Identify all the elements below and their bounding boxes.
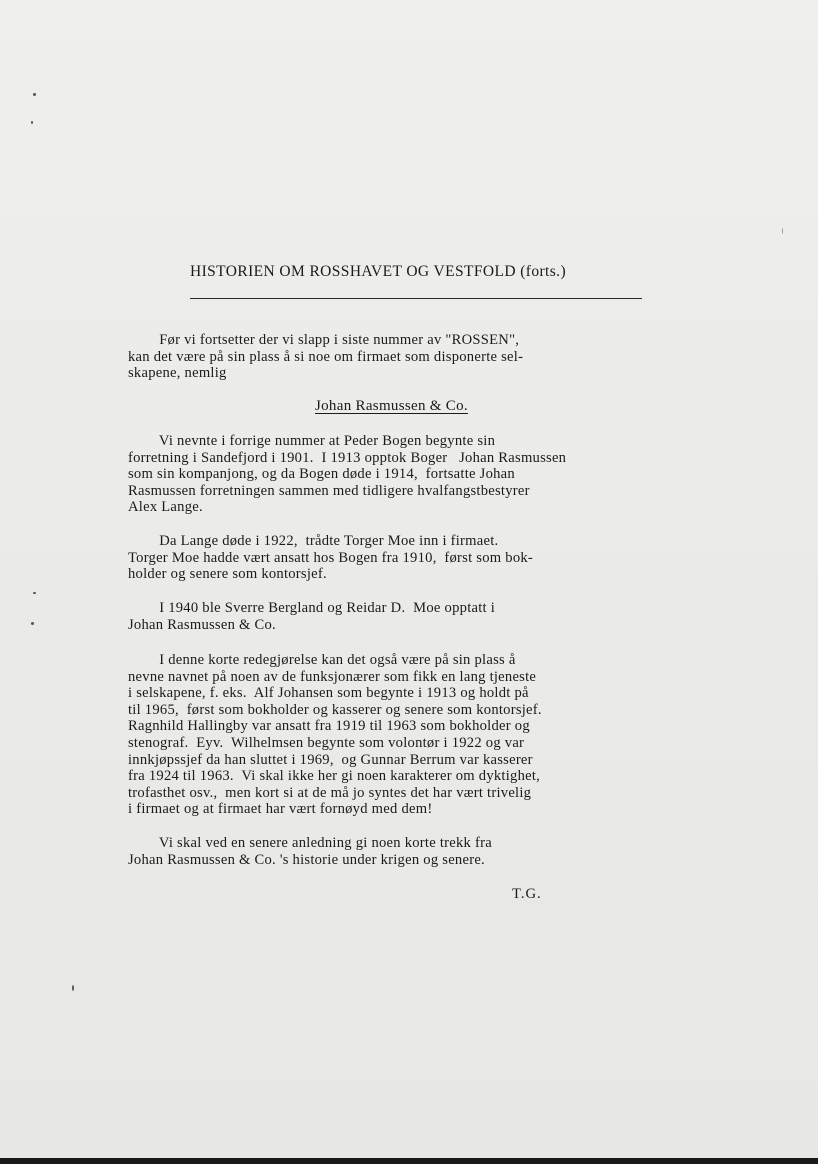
scan-speck — [72, 985, 74, 991]
scan-speck — [33, 592, 36, 594]
scan-speck — [782, 228, 783, 234]
scan-speck — [31, 622, 34, 625]
paragraph-torger-moe: Da Lange døde i 1922, trådte Torger Moe inn i firmaet. Torger Moe hadde vært ansatt hos Bogen fra 1910, først som bok- holder og senere som kontorsjef. — [128, 533, 534, 583]
paragraph-founding: Vi nevnte i forrige nummer at Peder Bogen begynte sin forretning i Sandefjord i 1901. I 1913 opptok Boger Johan Rasmussen som sin kompanjong, og da Bogen døde i 1914, fortsatte Johan Rasmussen forretningen sammen med tidligere hvalfangstbestyrer Alex Lange. — [128, 433, 567, 516]
scan-speck — [33, 93, 36, 96]
scan-bottom-edge — [0, 1158, 818, 1164]
paragraph-closing: Vi skal ved en senere anledning gi noen korte trekk fra Johan Rasmussen & Co. 's historie under krigen og senere. — [128, 835, 492, 868]
title-underline — [190, 298, 642, 299]
paragraph-intro: Før vi fortsetter der vi slapp i siste nummer av "ROSSEN", kan det være på sin plass å si noe om firmaet som disponerte sel- skapene, nemlig — [128, 332, 524, 382]
article-title: HISTORIEN OM ROSSHAVET OG VESTFOLD (forts.) — [190, 263, 567, 280]
section-heading: Johan Rasmussen & Co. — [315, 398, 468, 414]
paragraph-1940: I 1940 ble Sverre Bergland og Reidar D. Moe opptatt i Johan Rasmussen & Co. — [128, 600, 496, 633]
author-signature: T.G. — [512, 886, 542, 902]
paragraph-employees: I denne korte redegjørelse kan det også være på sin plass å nevne navnet på noen av de funksjonærer som fikk en lang tjeneste i selskapene, f. eks. Alf Johansen som begynte i 1913 og holdt på til 1965, først som bokholder og kasserer og senere som kontorsjef. Ragnhild Hallingby var ansatt fra 1919 til 1963 som bokholder og stenograf. Eyv. Wilhelmsen begynte som volontør i 1922 og var innkjøpssjef da han sluttet i 1969, og Gunnar Berrum var kasserer fra 1924 til 1963. Vi skal ikke her gi noen karakterer om dyktighet, trofasthet osv., men kort si at de må jo syntes det har vært trivelig i firmaet og at firmaet har vært fornøyd med dem! — [128, 652, 542, 818]
scan-speck — [31, 121, 33, 124]
